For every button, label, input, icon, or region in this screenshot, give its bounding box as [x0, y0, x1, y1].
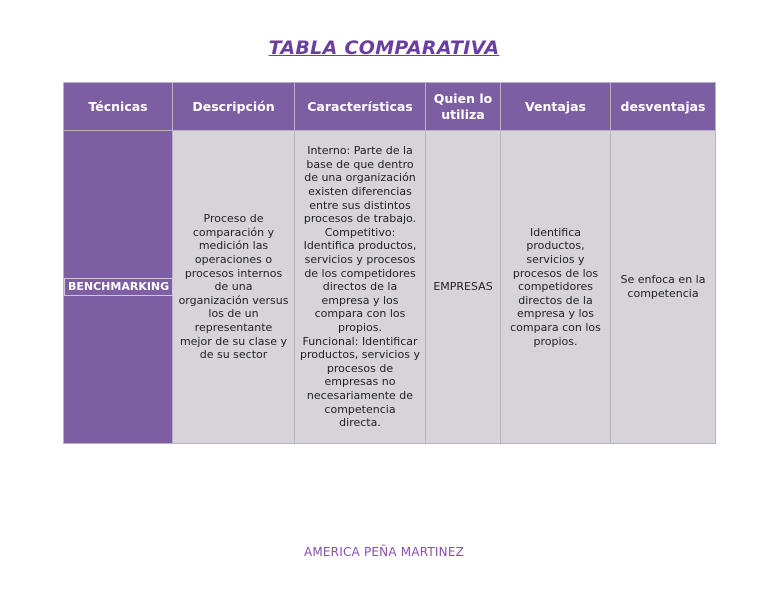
header-caracteristicas — [295, 83, 426, 131]
cell-caracteristicas — [295, 131, 426, 444]
table-row — [64, 131, 716, 444]
header-tecnicas — [64, 83, 173, 131]
ventajas-text: Identifica productos, servicios y procesos de los competidores directos de la empresa y los compara con los propios. — [510, 225, 601, 348]
header-ventajas-label: Ventajas — [522, 99, 589, 115]
header-quien-label: Quien lo utiliza — [431, 91, 495, 123]
author-name: AMERICA PEÑA MARTINEZ — [303, 545, 465, 559]
header-tecnicas-label: Técnicas — [85, 99, 150, 115]
cell-descripcion — [173, 131, 295, 444]
table-header-row — [64, 83, 716, 131]
cell-desventajas — [611, 131, 716, 444]
tecnica-label: BENCHMARKING — [64, 278, 173, 296]
document-title: TABLA COMPARATIVA — [268, 37, 500, 59]
descripcion-text: Proceso de comparación y medición las operaciones o procesos internos de una organización versus los de un representante mejor de su clase y de su sector — [178, 212, 289, 362]
header-caracteristicas-label: Características — [304, 99, 416, 115]
caracteristicas-text: Interno: Parte de la base de que dentro de una organización existen diferencias entre sus distintos procesos de trabajo. Competitivo: Identifica productos, servicios y procesos de los competidores directos de la empresa y los compara con los propios. Funcional: Identificar productos, servicios y procesos de empresas no necesariamente de competencia directa. — [300, 144, 420, 430]
header-quien-lo-utiliza — [426, 83, 501, 131]
quien-text: EMPRESAS — [433, 280, 493, 294]
header-descripcion — [173, 83, 295, 131]
cell-quien-lo-utiliza — [426, 131, 501, 444]
cell-ventajas — [501, 131, 611, 444]
cell-tecnica — [64, 131, 173, 444]
header-desventajas-label: desventajas — [618, 99, 709, 115]
desventajas-text: Se enfoca en la competencia — [620, 273, 706, 300]
header-ventajas — [501, 83, 611, 131]
comparison-table — [63, 82, 716, 444]
header-descripcion-label: Descripción — [189, 99, 277, 115]
header-desventajas — [611, 83, 716, 131]
